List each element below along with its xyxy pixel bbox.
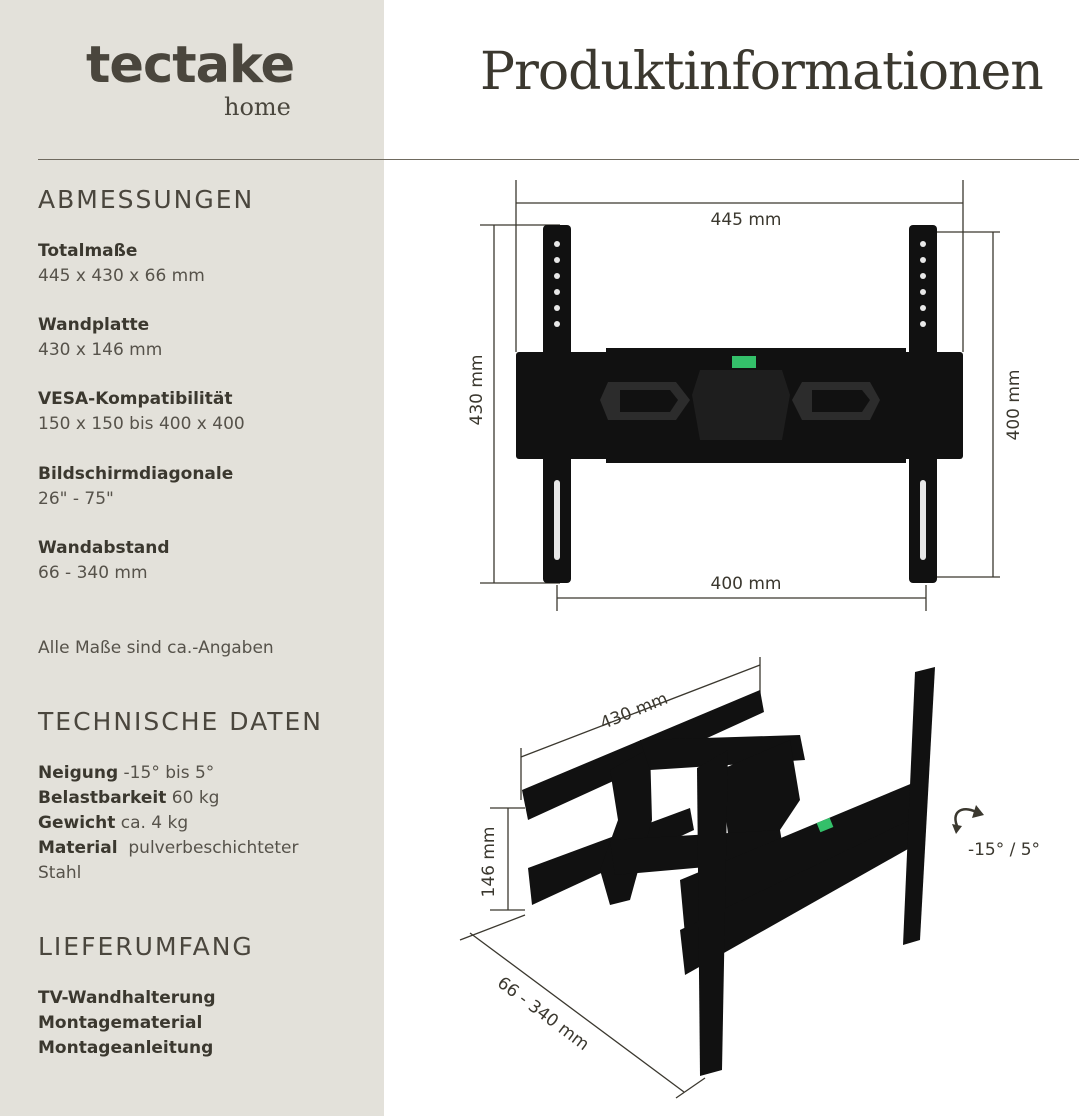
dim-vesa-height-400: 400 mm [1004, 369, 1024, 441]
tech-label-load: Belastbarkeit [38, 788, 167, 808]
tech-value-load: 60 kg [171, 788, 220, 808]
front-view-bracket [516, 225, 963, 583]
spec-label-diagonal: Bildschirmdiagonale [38, 464, 234, 484]
spec-label-total: Totalmaße [38, 241, 138, 261]
section-heading-scope: LIEFERUMFANG [38, 932, 254, 961]
dim-width-445: 445 mm [710, 210, 782, 230]
tech-value-tilt: -15° bis 5° [123, 763, 215, 783]
iso-view-bracket [522, 667, 935, 1076]
spec-label-wall-plate: Wandplatte [38, 315, 150, 335]
spec-value-wall-distance: 66 - 340 mm [38, 563, 148, 583]
page-title: Produktinformationen [480, 42, 1043, 102]
tech-value-weight: ca. 4 kg [120, 813, 189, 833]
approx-note: Alle Maße sind ca.-Angaben [38, 638, 274, 658]
dim-tilt: -15° / 5° [967, 840, 1041, 860]
brand-logo: tectake [86, 36, 295, 95]
dim-plate-height-146: 146 mm [479, 826, 499, 898]
tech-value-material-cont: Stahl [38, 863, 82, 883]
spec-value-wall-plate: 430 x 146 mm [38, 340, 163, 360]
tech-label-weight: Gewicht [38, 813, 116, 833]
tech-label-tilt: Neigung [38, 763, 119, 783]
scope-item: Montageanleitung [38, 1038, 214, 1058]
scope-item: TV-Wandhalterung [38, 988, 216, 1008]
dim-vesa-width-400: 400 mm [710, 574, 782, 594]
section-heading-technical: TECHNISCHE DATEN [38, 707, 324, 736]
dim-plate-width-430: 430 mm [597, 688, 671, 734]
spec-value-vesa: 150 x 150 bis 400 x 400 [38, 414, 245, 434]
tech-value-material: pulverbeschichteter [122, 838, 299, 858]
spec-label-wall-distance: Wandabstand [38, 538, 170, 558]
tech-label-material: Material [38, 838, 118, 858]
dim-depth-66-340: 66 - 340 mm [493, 973, 593, 1055]
spec-value-total: 445 x 430 x 66 mm [38, 266, 205, 286]
tilt-arrow-icon [955, 809, 976, 828]
brand-sub: home [224, 93, 291, 121]
spec-label-vesa: VESA-Kompatibilität [38, 389, 233, 409]
scope-item: Montagematerial [38, 1013, 203, 1033]
spec-value-diagonal: 26" - 75" [38, 489, 114, 509]
section-heading-dimensions: ABMESSUNGEN [38, 185, 255, 214]
dim-height-430: 430 mm [467, 354, 487, 426]
